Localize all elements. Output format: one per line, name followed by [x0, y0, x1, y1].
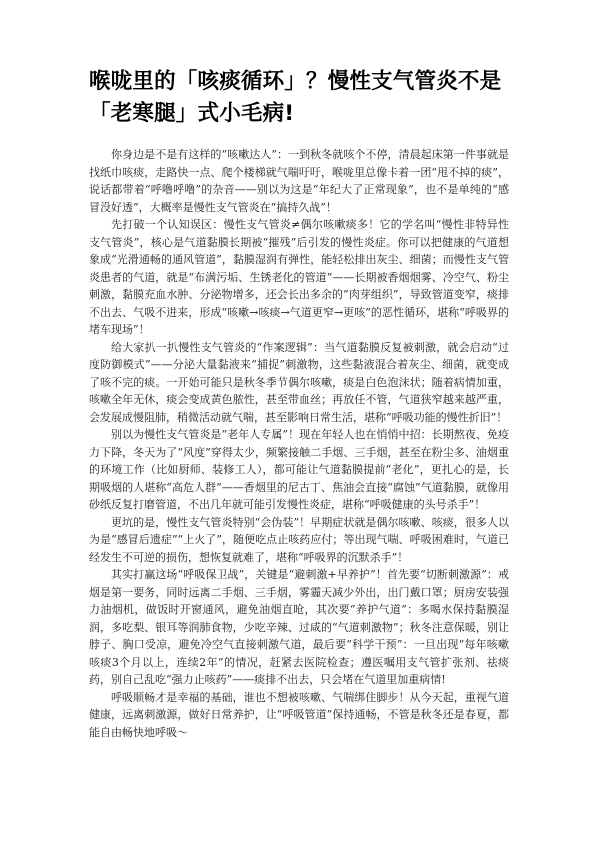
paragraph-5: 更坑的是，慢性支气管炎特别“会伪装”！早期症状就是偶尔咳嗽、咳痰，很多人以为是“感冒后遗症”“上火了”，随便吃点止咳药应付；等出现气喘、呼吸困难时，气道已经发生不可逆的损伤，想恢复就难了，堪称“呼吸界的沉默杀手”！	[89, 515, 509, 564]
paragraph-2: 先打破一个认知误区：慢性支气管炎≠偶尔咳嗽痰多！它的学名叫“慢性非特异性支气管炎”，核心是气道黏膜长期被“摧残”后引发的慢性炎症。你可以把健康的气道想象成“光滑通畅的通风管道”，黏膜湿润有弹性，能轻松排出灰尘、细菌；而慢性支气管炎患者的气道，就是“布满污垢、生锈老化的管道”——长期被香烟烟雾、冷空气、粉尘刺激，黏膜充血水肿、分泌物增多，还会长出多余的“肉芽组织”，导致管道变窄，痰排不出去、气吸不进来，形成“咳嗽→咳痰→气道更窄→更咳”的恶性循环，堪称“呼吸界的堵车现场”！	[89, 218, 509, 336]
paragraph-7: 呼吸顺畅才是幸福的基础，谁也不想被咳嗽、气喘绑住脚步！从今天起，重视气道健康，远离刺激源，做好日常养护，让“呼吸管道”保持通畅，不管是秋冬还是春夏，都能自由畅快地呼吸～	[89, 690, 509, 739]
article-title: 喉咙里的「咳痰循环」？慢性支气管炎不是「老寒腿」式小毛病!	[89, 69, 502, 126]
paragraph-1: 你身边是不是有这样的“咳嗽达人”：一到秋冬就咳个不停，清晨起床第一件事就是找纸巾咳痰，走路快一点、爬个楼梯就气喘吁吁，喉咙里总像卡着一团“甩不掉的痰”，说话都带着“呼噜呼噜”的杂音——别以为这是“年纪大了正常现象”，也不是单纯的“感冒没好透”，大概率是慢性支气管炎在“搞持久战”！	[89, 148, 509, 214]
article-body	[89, 146, 509, 741]
paragraph-6: 其实打赢这场“呼吸保卫战”，关键是“避刺激+早养护”！首先要“切断刺激源”：戒烟是第一要务，同时远离二手烟、三手烟，雾霾天减少外出，出门戴口罩；厨房安装强力油烟机，做饭时开窗通风，避免油烟直呛，其次要“养护气道”：多喝水保持黏膜湿润，多吃梨、银耳等润肺食物，少吃辛辣、过咸的“气道刺激物”；秋冬注意保暖，别让脖子、胸口受凉，避免冷空气直接刺激气道，最后要“科学干预”：一旦出现“每年咳嗽咳痰3个月以上，连续2年”的情况，赶紧去医院检查；遵医嘱用支气管扩张剂、祛痰药，别自己乱吃“强力止咳药”——痰排不出去，只会堵在气道里加重病情!	[89, 568, 509, 686]
paragraph-3: 给大家扒一扒慢性支气管炎的“作案逻辑”：当气道黏膜反复被刺激，就会启动“过度防御模式”——分泌大量黏液来“捕捉”刺激物，这些黏液混合着灰尘、细菌，就变成了咳不完的痰。一开始可能只是秋冬季节偶尔咳嗽，痰是白色泡沫状；随着病情加重，咳嗽全年无休，痰会变成黄色脓性，甚至带血丝；再放任不管，气道狭窄越来越严重，会发展成慢阻肺，稍微活动就气喘，甚至影响日常生活，堪称“呼吸功能的慢性折旧”！	[89, 340, 509, 424]
paragraph-4: 别以为慢性支气管炎是“老年人专属”！现在年轻人也在悄悄中招：长期熬夜、免疫力下降，冬天为了“风度”穿得太少，频繁接触二手烟、三手烟，甚至在粉尘多、油烟重的环境工作（比如厨师、装修工人），都可能让气道黏膜提前“老化”，更扎心的是，长期吸烟的人堪称“高危人群”——香烟里的尼古丁、焦油会直接“腐蚀”气道黏膜，就像用砂纸反复打磨管道，不出几年就可能引发慢性炎症，堪称“呼吸健康的头号杀手”！	[89, 428, 509, 511]
